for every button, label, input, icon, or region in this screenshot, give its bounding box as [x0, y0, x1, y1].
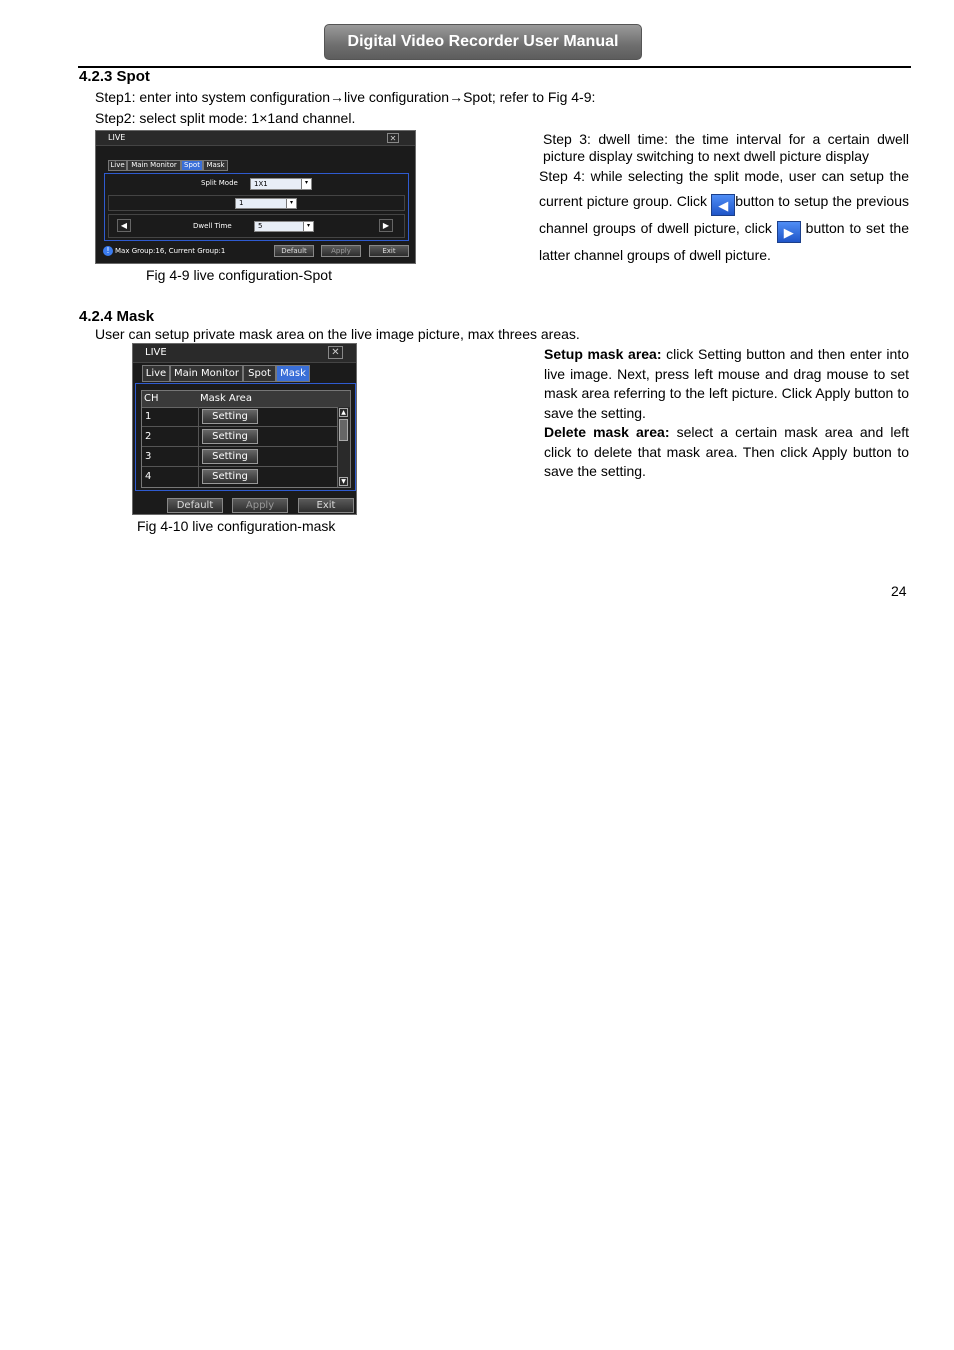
exit-button[interactable]: Exit [369, 245, 409, 257]
next-group-button[interactable]: ▶ [379, 219, 393, 232]
tab-live[interactable]: Live [108, 160, 127, 171]
tab-live[interactable]: Live [142, 365, 170, 382]
split-mode-value: 1X1 [254, 180, 268, 188]
chevron-down-icon: ▾ [301, 179, 311, 189]
mask-area-table [141, 390, 351, 488]
spot-step2: Step2: select split mode: 1×1and channel. [95, 110, 356, 126]
close-icon[interactable]: ✕ [328, 346, 343, 359]
spot-step4-part3: button to set the latter channel groups of dwell picture. [539, 220, 910, 263]
mask-intro: User can setup private mask area on the live image picture, max threes areas. [95, 326, 580, 342]
window-title: LIVE [145, 347, 167, 358]
tab-spot[interactable]: Spot [243, 365, 276, 382]
delete-mask-area-text: select a certain mask area and left click to delete that mask area. Then click Apply button to save the setting. [544, 424, 910, 479]
split-mode-dropdown[interactable] [250, 178, 312, 190]
table-row [142, 407, 338, 427]
channel-row [108, 195, 405, 211]
info-icon: ! [103, 246, 113, 256]
header-rule [78, 66, 911, 68]
spot-step4 [539, 164, 909, 268]
tab-main-monitor[interactable]: Main Monitor [127, 160, 181, 171]
spot-step4-part1: Step 4: while selecting the split mode, user can setup the current picture group. Click [539, 168, 909, 209]
setting-button[interactable]: Setting [202, 429, 258, 444]
channel-dropdown[interactable] [235, 198, 297, 209]
scroll-up-icon[interactable]: ▲ [339, 408, 348, 417]
figure-caption-mask: Fig 4-10 live configuration-mask [137, 518, 336, 534]
setup-mask-area-text: click Setting button and then enter into live image. Next, press left mouse and drag mouse to set mask area referring to the left picture. Click Apply button to save the setting. [544, 346, 909, 421]
table-row [142, 447, 338, 467]
row-ch: 1 [145, 411, 152, 422]
apply-button[interactable]: Apply [232, 498, 288, 513]
row-ch: 2 [145, 431, 152, 442]
section-heading-spot: 4.2.3 Spot [79, 68, 150, 85]
apply-button[interactable]: Apply [321, 245, 361, 257]
spot-config-window [95, 130, 416, 264]
page-number: 24 [891, 583, 907, 599]
close-icon[interactable]: ✕ [387, 133, 399, 143]
scrollbar-thumb[interactable] [339, 419, 348, 441]
setup-mask-area-label: Setup mask area: [544, 346, 662, 362]
mask-delete-paragraph [544, 423, 909, 482]
window-title: LIVE [108, 133, 126, 142]
split-mode-label: Split Mode [201, 179, 238, 187]
default-button[interactable]: Default [274, 245, 314, 257]
exit-button[interactable]: Exit [298, 498, 354, 513]
tab-mask[interactable]: Mask [203, 160, 228, 171]
table-row [142, 427, 338, 447]
spot-step4-part2: button to setup the previous channel groups of dwell picture, click [539, 193, 909, 236]
chevron-down-icon: ▾ [303, 222, 313, 231]
scrollbar[interactable] [337, 407, 350, 487]
column-header-ch: CH [144, 393, 159, 404]
mask-description [544, 345, 909, 482]
dwell-time-dropdown[interactable] [254, 221, 314, 232]
figure-caption-spot: Fig 4-9 live configuration-Spot [146, 267, 332, 283]
manual-title-banner [324, 24, 642, 60]
row-ch: 4 [145, 471, 152, 482]
default-button[interactable]: Default [167, 498, 223, 513]
delete-mask-area-label: Delete mask area: [544, 424, 670, 440]
previous-group-button[interactable]: ◀ [117, 219, 131, 232]
channel-value: 1 [239, 199, 244, 207]
next-arrow-icon: ▶ [777, 221, 801, 243]
mask-config-window [132, 343, 357, 515]
manual-title: Digital Video Recorder User Manual [347, 33, 619, 50]
setting-button[interactable]: Setting [202, 409, 258, 424]
mask-area-panel [135, 383, 356, 491]
spot-step3: Step 3: dwell time: the time interval for a certain dwell picture display switching to next dwell picture display [543, 131, 909, 164]
previous-arrow-icon: ◀ [711, 194, 735, 216]
dwell-time-value: 5 [258, 222, 263, 230]
group-status: Max Group:16, Current Group:1 [115, 247, 226, 255]
window-titlebar [133, 344, 356, 363]
tab-mask[interactable]: Mask [276, 365, 310, 382]
setting-button[interactable]: Setting [202, 469, 258, 484]
table-header [142, 391, 350, 408]
tab-main-monitor[interactable]: Main Monitor [170, 365, 243, 382]
window-titlebar [96, 131, 415, 146]
spot-step1: Step1: enter into system configuration→live configuration→Spot; refer to Fig 4-9: [95, 89, 596, 105]
spot-settings-panel [104, 173, 409, 241]
column-header-mask-area: Mask Area [200, 393, 252, 404]
setting-button[interactable]: Setting [202, 449, 258, 464]
scroll-down-icon[interactable]: ▼ [339, 477, 348, 486]
mask-setup-paragraph [544, 345, 909, 423]
section-heading-mask: 4.2.4 Mask [79, 308, 155, 325]
chevron-down-icon: ▾ [286, 199, 296, 208]
dwell-time-label: Dwell Time [193, 222, 232, 230]
row-ch: 3 [145, 451, 152, 462]
table-row [142, 467, 338, 487]
table-body [142, 407, 338, 487]
dwell-time-row [108, 214, 405, 238]
tab-spot[interactable]: Spot [181, 160, 203, 171]
